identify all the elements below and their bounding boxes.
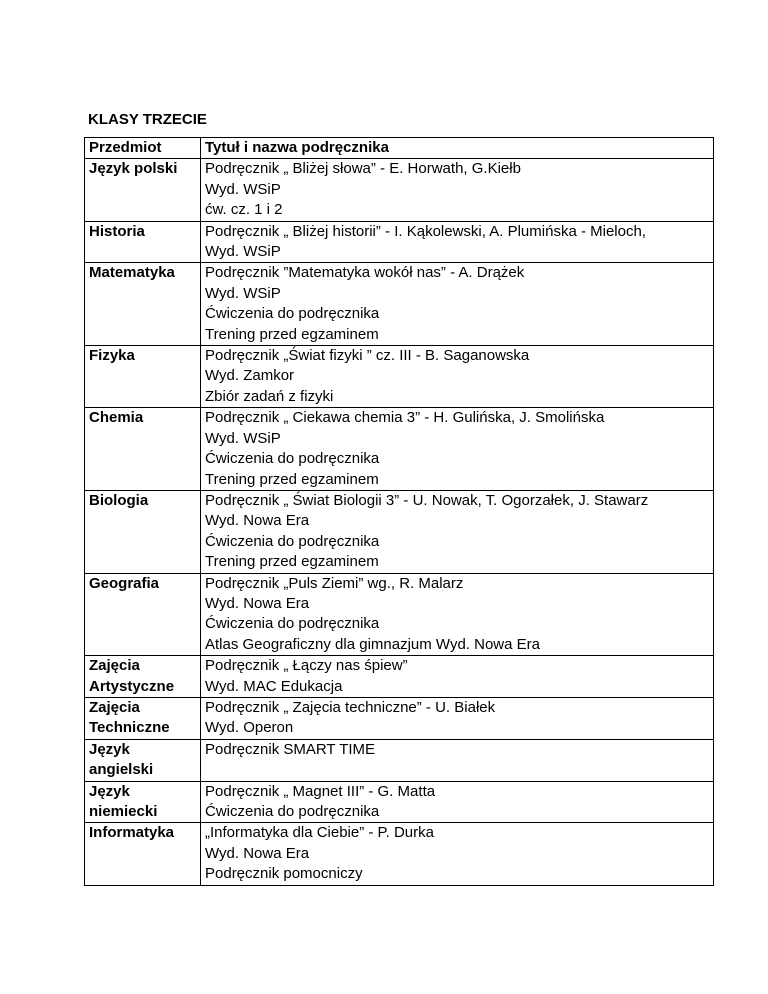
table-row bbox=[85, 408, 714, 491]
book-entry: Wyd. Nowa Era bbox=[205, 844, 310, 862]
subject-name: Język polski bbox=[89, 160, 178, 178]
table-row bbox=[85, 346, 714, 408]
textbook-table bbox=[84, 137, 714, 886]
subject-name: Chemia bbox=[89, 409, 144, 427]
books-cell bbox=[201, 823, 714, 885]
book-entry: Podręcznik „ Bliżej historii” - I. Kąkolewski, A. Plumińska - Mieloch, bbox=[205, 222, 646, 240]
table-row bbox=[85, 221, 714, 263]
book-entry: Atlas Geograficzny dla gimnazjum Wyd. Nowa Era bbox=[205, 635, 540, 653]
book-entry: Wyd. WSiP bbox=[205, 284, 281, 302]
books-cell bbox=[201, 221, 714, 263]
books-cell bbox=[201, 573, 714, 656]
book-entry: Wyd. Zamkor bbox=[205, 367, 295, 385]
book-entry: Podręcznik „ Zajęcia techniczne” - U. Białek bbox=[205, 698, 496, 716]
table-body bbox=[85, 138, 714, 886]
subject-cell bbox=[85, 739, 201, 781]
book-entry: Podręcznik ”Matematyka wokół nas” - A. Drążek bbox=[205, 264, 525, 282]
book-entry: Trening przed egzaminem bbox=[205, 470, 379, 488]
subject-cell bbox=[85, 263, 201, 346]
subject-cell bbox=[85, 490, 201, 573]
books-cell bbox=[201, 656, 714, 698]
subject-name: Zajęcia bbox=[89, 657, 140, 675]
book-entry: Wyd. Nowa Era bbox=[205, 512, 310, 530]
book-entry: Podręcznik „ Świat Biologii 3” - U. Nowak, T. Ogorzałek, J. Stawarz bbox=[205, 491, 649, 509]
book-entry: Ćwiczenia do podręcznika bbox=[205, 305, 380, 323]
table-row bbox=[85, 739, 714, 781]
book-entry: Podręcznik „ Magnet III” - G. Matta bbox=[205, 782, 436, 800]
table-row bbox=[85, 781, 714, 823]
book-entry: Ćwiczenia do podręcznika bbox=[205, 450, 380, 468]
subject-cell bbox=[85, 781, 201, 823]
subject-name: Historia bbox=[89, 222, 145, 240]
books-cell bbox=[201, 739, 714, 781]
subject-cell bbox=[85, 823, 201, 885]
subject-name: Matematyka bbox=[89, 264, 175, 282]
subject-name: angielski bbox=[89, 761, 154, 779]
subject-cell bbox=[85, 159, 201, 221]
subject-cell bbox=[85, 408, 201, 491]
page-heading: KLASY TRZECIE bbox=[88, 111, 207, 128]
subject-name: Geografia bbox=[89, 574, 160, 592]
table-row bbox=[85, 697, 714, 739]
book-entry: Ćwiczenia do podręcznika bbox=[205, 615, 380, 633]
subject-cell bbox=[85, 221, 201, 263]
book-entry: Trening przed egzaminem bbox=[205, 553, 379, 571]
empty-line bbox=[205, 760, 709, 780]
book-entry: Trening przed egzaminem bbox=[205, 325, 379, 343]
book-entry: Ćwiczenia do podręcznika bbox=[205, 532, 380, 550]
book-entry: Podręcznik „ Łączy nas śpiew” bbox=[205, 657, 408, 675]
subject-name: Artystyczne bbox=[89, 677, 175, 695]
books-cell bbox=[201, 490, 714, 573]
table-header-row bbox=[85, 138, 714, 159]
table-row bbox=[85, 159, 714, 221]
book-entry: Wyd. MAC Edukacja bbox=[205, 677, 343, 695]
book-entry: Podręcznik „Puls Ziemi” wg., R. Malarz bbox=[205, 574, 464, 592]
subject-cell bbox=[85, 656, 201, 698]
subject-cell bbox=[85, 346, 201, 408]
books-cell bbox=[201, 408, 714, 491]
books-cell bbox=[201, 346, 714, 408]
books-cell bbox=[201, 263, 714, 346]
book-entry: „Informatyka dla Ciebie” - P. Durka bbox=[205, 824, 434, 842]
subject-name: Język bbox=[89, 740, 130, 758]
table-row bbox=[85, 263, 714, 346]
subject-name: Język bbox=[89, 782, 130, 800]
subject-cell bbox=[85, 573, 201, 656]
table-row bbox=[85, 656, 714, 698]
book-entry: Podręcznik pomocniczy bbox=[205, 865, 363, 883]
subject-name: Zajęcia bbox=[89, 698, 140, 716]
book-entry: Wyd. WSiP bbox=[205, 243, 281, 261]
book-entry: Zbiór zadań z fizyki bbox=[205, 387, 334, 405]
subject-name: Informatyka bbox=[89, 824, 175, 842]
book-entry: Wyd. Operon bbox=[205, 719, 294, 737]
book-entry: Ćwiczenia do podręcznika bbox=[205, 803, 380, 820]
book-entry: Podręcznik „ Ciekawa chemia 3” - H. Gulińska, J. Smolińska bbox=[205, 409, 605, 427]
book-entry: Wyd. WSiP bbox=[205, 180, 281, 198]
books-cell bbox=[201, 781, 714, 823]
book-entry: Wyd. Nowa Era bbox=[205, 594, 310, 612]
book-entry: Podręcznik „Świat fizyki ” cz. III - B. Saganowska bbox=[205, 347, 530, 365]
book-entry: Podręcznik „ Bliżej słowa” - E. Horwath, G.Kiełb bbox=[205, 160, 521, 178]
subject-name: niemiecki bbox=[89, 803, 158, 820]
subject-name: Techniczne bbox=[89, 719, 170, 737]
column-header-subject: Przedmiot bbox=[85, 138, 201, 159]
column-header-books: Tytuł i nazwa podręcznika bbox=[201, 138, 714, 159]
table-row bbox=[85, 490, 714, 573]
book-entry: ćw. cz. 1 i 2 bbox=[205, 201, 283, 219]
table-row bbox=[85, 823, 714, 885]
subject-cell bbox=[85, 697, 201, 739]
books-cell bbox=[201, 159, 714, 221]
book-entry: Wyd. WSiP bbox=[205, 429, 281, 447]
books-cell bbox=[201, 697, 714, 739]
subject-name: Fizyka bbox=[89, 347, 135, 365]
table-row bbox=[85, 573, 714, 656]
book-entry: Podręcznik SMART TIME bbox=[205, 740, 376, 758]
subject-name: Biologia bbox=[89, 491, 149, 509]
